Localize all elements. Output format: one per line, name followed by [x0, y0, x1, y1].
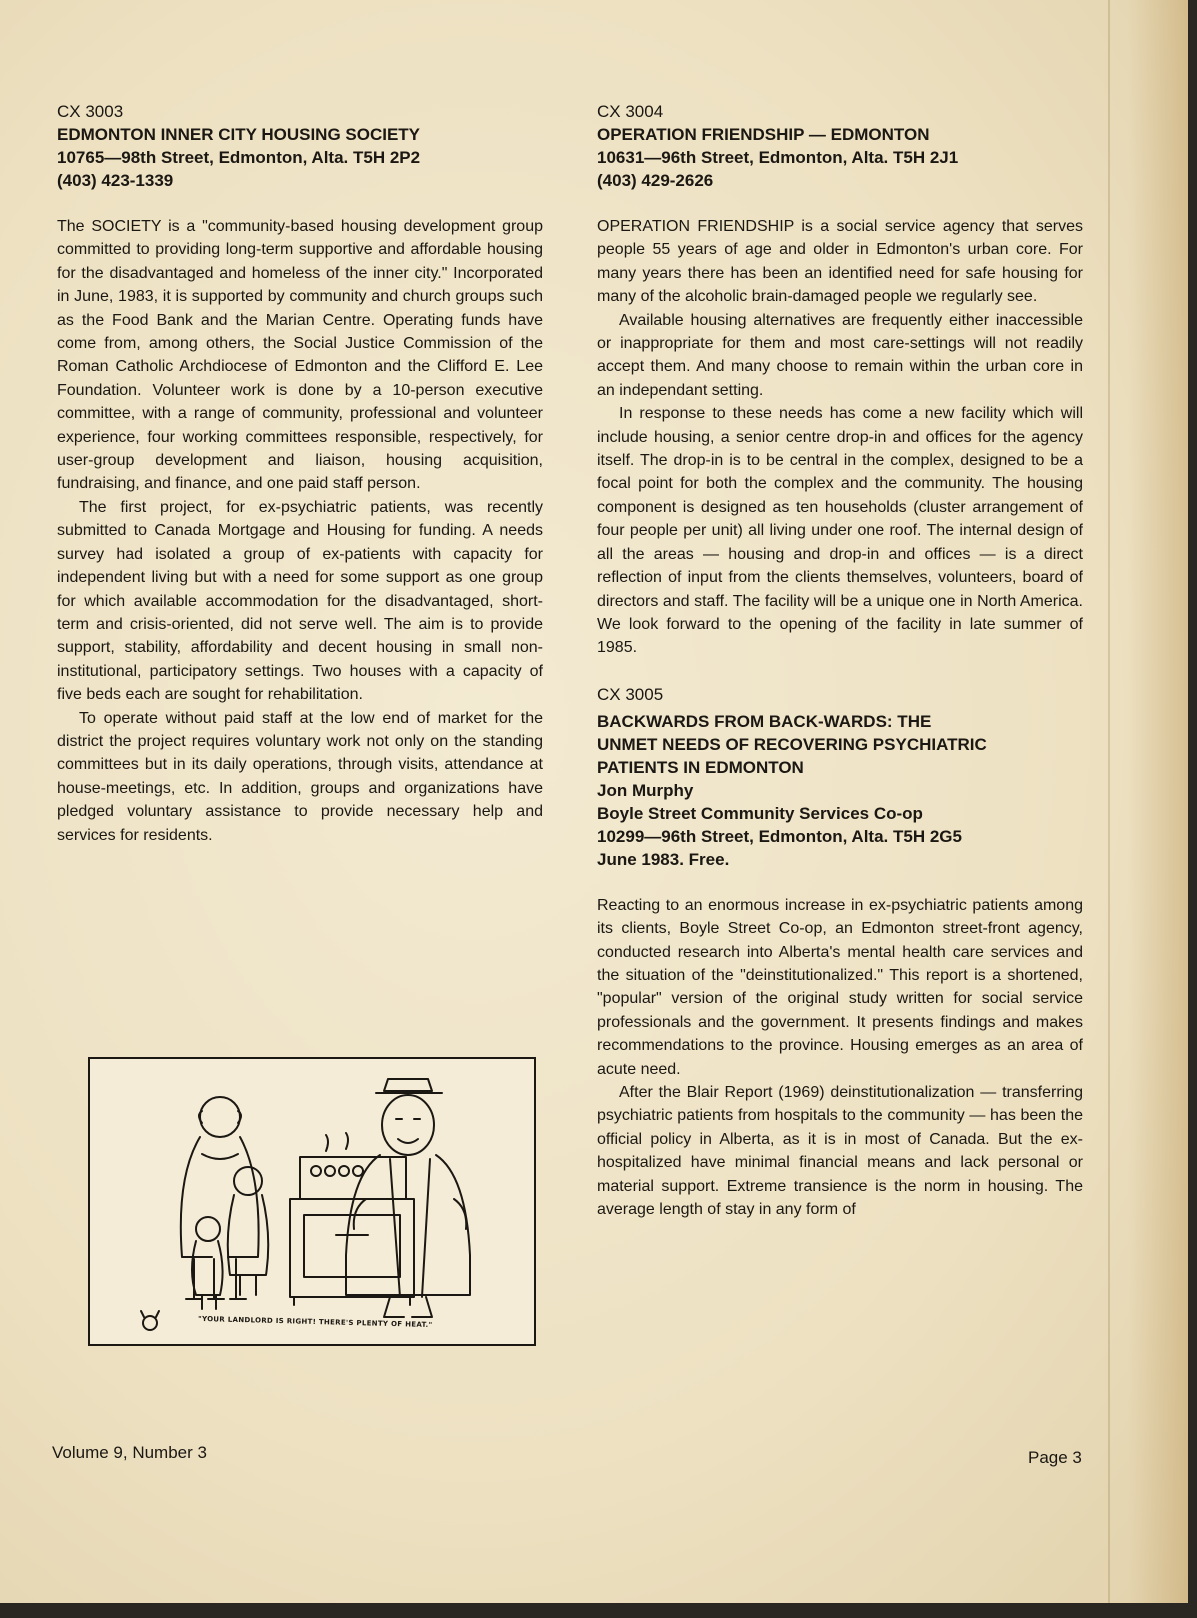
entry-author: Jon Murphy: [597, 780, 694, 800]
entry-phone: (403) 429-2626: [597, 171, 714, 190]
cartoon-caption: "YOUR LANDLORD IS RIGHT! THERE'S PLENTY OF HEAT.": [197, 1314, 433, 1330]
entry-date-price: June 1983. Free.: [597, 849, 730, 869]
entry-cx3003: [57, 100, 543, 847]
entry-paragraph: In response to these needs has come a new facility which will include housing, a senior centre drop-in and offices for the agency itself. The drop-in is to be central in the complex, designed to be a focal point for both the complex and the community. The housing component is designed as ten households (cluster arrangement of four people per unit) all living under one roof. The internal design of all the areas — housing and drop-in and offices — is a direct reflection of input from the clients themselves, volunteers, board of directors and staff. The facility will be a unique one in North America. We look forward to the opening of the facility in late summer of 1985.: [597, 405, 1083, 657]
entry-paragraph: Available housing alternatives are frequently either inaccessible or inappropriate for them and most care-settings will not readily accept them. And many choose to remain within the urban core in an independant setting.: [597, 311, 1083, 399]
entry-address: 10299—96th Street, Edmonton, Alta. T5H 2G5: [597, 826, 962, 846]
page-fold-line: [1108, 0, 1110, 1603]
entry-phone: (403) 423-1339: [57, 171, 174, 190]
entry-cx3004: [597, 100, 1083, 1221]
entry-title-line: UNMET NEEDS OF RECOVERING PSYCHIATRIC: [597, 734, 987, 754]
cartoon-drawing: [90, 1059, 534, 1344]
cartoon-illustration: [88, 1057, 536, 1346]
entry-paragraph: OPERATION FRIENDSHIP is a social service agency that serves people 55 years of age and older in Edmonton's urban core. For many years there has been an identified need for safe housing for many of the alcoholic brain-damaged people we regularly see.: [597, 218, 1083, 306]
entry-paragraph: The first project, for ex-psychiatric patients, was recently submitted to Canada Mortgage and Housing for funding. A needs survey had isolated a group of ex-patients with capacity for independent living but with a need for some support as one group for which available accommodation for the disadvantaged, short-term and crisis-oriented, did not serve well. The aim is to provide support, stability, affordability and decent housing in small non-institutional, participatory settings. Two houses with a capacity of five beds each are sought for rehabilitation.: [57, 498, 543, 704]
entry-publisher: Boyle Street Community Services Co-op: [597, 803, 923, 823]
entry-title: EDMONTON INNER CITY HOUSING SOCIETY: [57, 125, 421, 144]
page-number: Page 3: [1028, 1448, 1082, 1467]
entry-paragraph: After the Blair Report (1969) deinstitutionalization — transferring psychiatric patients from hospitals to the community — has been the official policy in Alberta, as it is in most of Canada. But the ex-hospitalized have minimal financial means and lack personal or material support. Extreme transience is the norm in housing. The average length of stay in any form of: [597, 1083, 1083, 1218]
entry-title-line: BACKWARDS FROM BACK-WARDS: THE: [597, 711, 932, 731]
entry-title-line: PATIENTS IN EDMONTON: [597, 757, 804, 777]
entry-paragraph: To operate without paid staff at the low end of market for the district the project requires voluntary work not only on the standing committees but in its daily operations, through visits, attendance at house-meetings, etc. In addition, groups and organizations have pledged voluntary assistance to provide necessary help and services for residents.: [57, 709, 543, 844]
entry-code: CX 3005: [597, 684, 664, 704]
volume-number: Volume 9, Number 3: [52, 1443, 207, 1462]
entry-code: CX 3003: [57, 102, 124, 121]
entry-paragraph: The SOCIETY is a "community-based housing development group committed to providing long-term supportive and affordable housing for the disadvantaged and homeless of the inner city." Incorporated in June, 1983, it is supported by community and church groups such as the Food Bank and the Marian Centre. Operating funds have come from, among others, the Social Justice Commission of the Roman Catholic Archdiocese of Edmonton and the Clifford E. Lee Foundation. Volunteer work is done by a 10-person executive committee, with a range of community, professional and volunteer experience, four working committees responsible, respectively, for user-group development and liaison, housing acquisition, fundraising, and finance, and one paid staff person.: [57, 218, 543, 493]
entry-code: CX 3004: [597, 102, 664, 121]
entry-address: 10631—96th Street, Edmonton, Alta. T5H 2J1: [597, 148, 959, 167]
entry-cx3005: [597, 683, 1083, 1222]
entry-title: OPERATION FRIENDSHIP — EDMONTON: [597, 125, 930, 144]
entry-paragraph: Reacting to an enormous increase in ex-psychiatric patients among its clients, Boyle Street Co-op, an Edmonton street-front agency, conducted research into Alberta's mental health care services and the situation of the "deinstitutionalized." This report is a shortened, "popular" version of the original study written for social service professionals and the government. It presents findings and makes recommendations to the province. Housing emerges as an area of acute need.: [597, 896, 1083, 1078]
entry-address: 10765—98th Street, Edmonton, Alta. T5H 2P2: [57, 148, 421, 167]
